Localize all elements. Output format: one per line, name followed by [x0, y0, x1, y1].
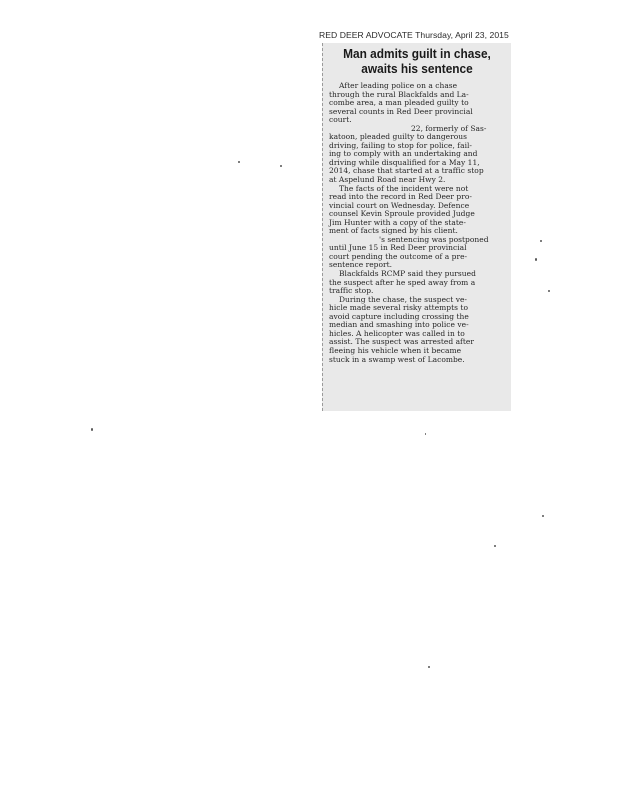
scan-speck: [535, 258, 537, 261]
newspaper-clipping: [318, 30, 510, 410]
masthead: RED DEER ADVOCATE Thursday, April 23, 2015: [319, 30, 509, 40]
article-line: court pending the outcome of a pre-: [329, 251, 468, 261]
article-line: fleeing his vehicle when it became: [329, 345, 462, 355]
article-line: Blackfalds RCMP said they pursued: [339, 269, 476, 279]
article-line: hicles. A helicopter was called in to: [329, 328, 465, 338]
article-line: until June 15 in Red Deer provincial: [329, 243, 467, 253]
article-line: several counts in Red Deer provincial: [329, 106, 473, 116]
scan-speck: [540, 240, 542, 242]
article-line: stuck in a swamp west of Lacombe.: [329, 354, 465, 364]
article-line: median and smashing into police ve-: [329, 320, 469, 330]
clipping-body: [322, 43, 511, 411]
scan-speck: [548, 290, 550, 292]
scan-speck: [542, 515, 544, 517]
scan-speck: [91, 428, 93, 431]
article-line: driving while disqualified for a May 11,: [329, 157, 480, 167]
article-line: After leading police on a chase: [339, 81, 458, 90]
headline-line-2: awaits his sentence: [361, 61, 473, 76]
article-line: katoon, pleaded guilty to dangerous: [329, 132, 467, 142]
article-line: driving, failing to stop for police, fail-: [329, 140, 472, 150]
headline: [332, 46, 501, 76]
article-line: avoid capture including crossing the: [329, 311, 469, 321]
article-line: read into the record in Red Deer pro-: [329, 192, 472, 202]
scan-speck: [494, 545, 496, 547]
article-line: Jim Hunter with a copy of the state-: [329, 217, 466, 227]
article-line: ment of facts signed by his client.: [329, 226, 458, 236]
article-line: ing to comply with an undertaking and: [329, 149, 478, 159]
article-body: [323, 82, 511, 364]
article-line: court.: [329, 115, 352, 125]
scan-speck: [280, 165, 282, 167]
article-line: combe area, a man pleaded guilty to: [329, 98, 469, 108]
article-line: counsel Kevin Sproule provided Judge: [329, 209, 475, 219]
article-line: 's sentencing was postponed: [379, 234, 489, 244]
article-line: through the rural Blackfalds and La-: [329, 89, 469, 99]
headline-line-1: Man admits guilt in chase,: [343, 46, 491, 61]
article-line: 2014, chase that started at a traffic stop: [329, 166, 484, 176]
article-line: vincial court on Wednesday. Defence: [329, 200, 470, 210]
article-line: hicle made several risky attempts to: [329, 303, 469, 313]
article-line: the suspect after he sped away from a: [329, 277, 476, 287]
article-line: assist. The suspect was arrested after: [329, 337, 474, 347]
article-line: During the chase, the suspect ve-: [339, 294, 467, 304]
article-line: 22, formerly of Sas-: [411, 123, 487, 133]
article-line: The facts of the incident were not: [339, 183, 469, 193]
article-line: sentence report.: [329, 260, 393, 270]
article-line: traffic stop.: [329, 286, 374, 296]
scan-speck: [425, 433, 426, 435]
article-line: at Aspelund Road near Hwy 2.: [329, 175, 446, 185]
scan-speck: [238, 161, 240, 163]
scan-speck: [428, 666, 430, 668]
